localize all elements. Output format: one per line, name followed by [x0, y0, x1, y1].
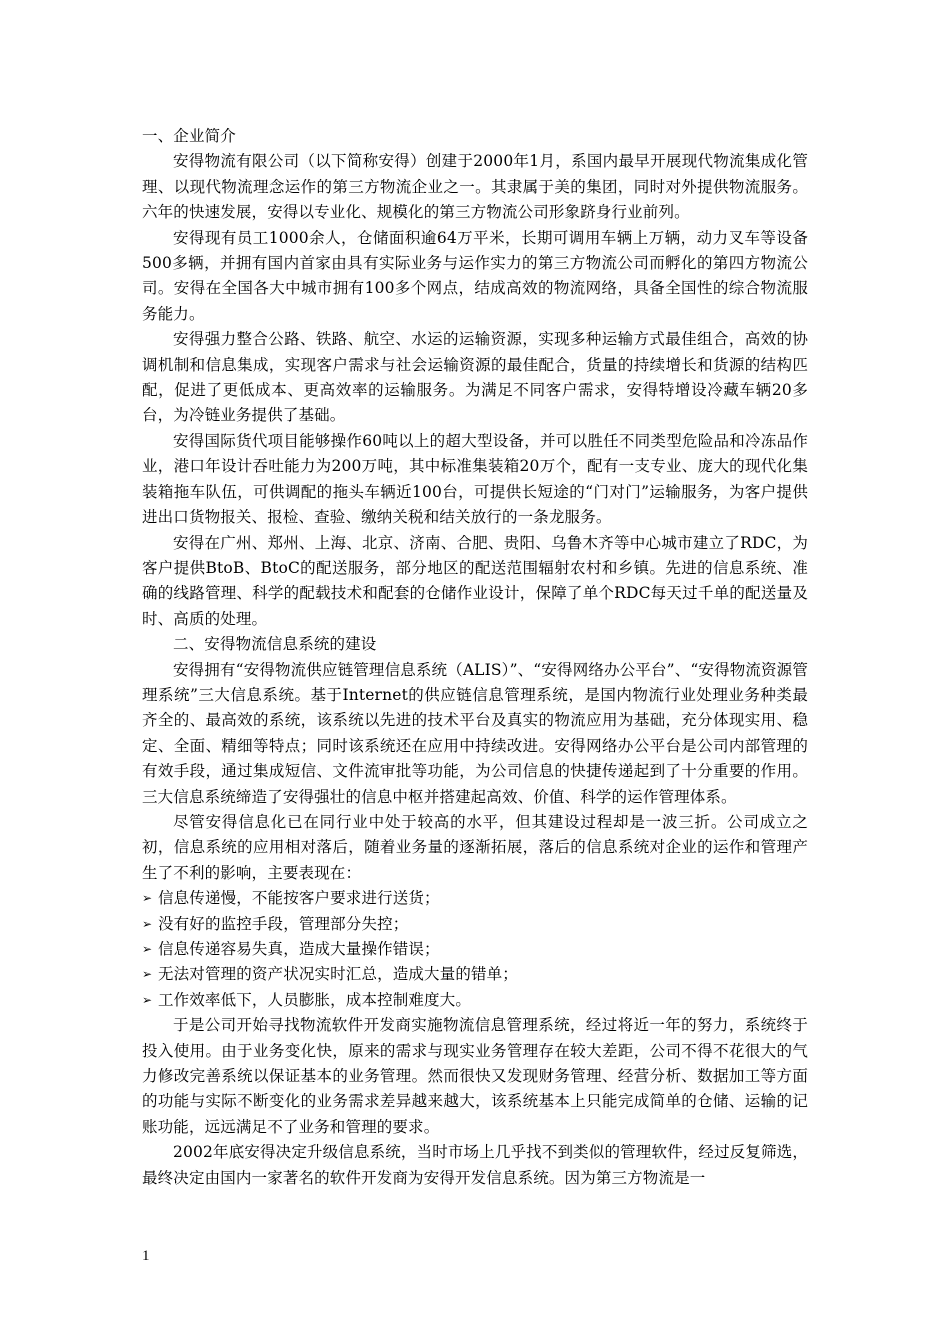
paragraph: 安得在广州、郑州、上海、北京、济南、合肥、贵阳、乌鲁木齐等中心城市建立了RDC，为客户提供BtoB、BtoC的配送服务，部分地区的配送范围辐射农村和乡镇。先进的信息系统、准确的线路管理、科学的配载技术和配套的仓储作业设计，保障了单个RDC每天过千单的配送量及时、高质的处理。: [142, 533, 808, 628]
list-item: [142, 886, 808, 911]
paragraph: 安得国际货代项目能够操作60吨以上的超大型设备，并可以胜任不同类型危险品和冷冻品作业，港口年设计吞吐能力为200万吨，其中标准集装箱20万个，配有一支专业、庞大的现代化集装箱拖车队伍，可供调配的拖头车辆近100台，可提供长短途的“门对门”运输服务，为客户提供进出口货物报关、报检、查验、缴纳关税和结关放行的一条龙服务。: [142, 431, 808, 527]
list-item: [142, 912, 808, 937]
arrow-bullet-icon: ➢: [142, 891, 153, 906]
arrow-bullet-icon: ➢: [142, 992, 153, 1007]
paragraph: 安得现有员工1000余人，仓储面积逾64万平米，长期可调用车辆上万辆，动力叉车等设备500多辆，并拥有国内首家由具有实际业务与运作实力的第三方物流公司而孵化的第四方物流公司。安得在全国各大中城市拥有100多个网点，结成高效的物流网络，具备全国性的综合物流服务能力。: [142, 228, 808, 323]
arrow-bullet-icon: ➢: [142, 942, 153, 956]
list-item-text: 没有好的监控手段，管理部分失控；: [158, 914, 409, 933]
section-heading-info-system: 二、安得物流信息系统的建设: [173, 635, 377, 654]
page-number: 1: [142, 1248, 150, 1264]
arrow-bullet-icon: ➢: [142, 916, 153, 931]
paragraph: 2002年底安得决定升级信息系统，当时市场上几乎找不到类似的管理软件，经过反复筛选，最终决定由国内一家著名的软件开发商为安得开发信息系统。因为第三方物流是一: [142, 1143, 808, 1187]
list-item-text: 工作效率低下，人员膨胀，成本控制难度大。: [158, 990, 472, 1009]
list-item-text: 无法对管理的资产状况实时汇总，造成大量的错单；: [158, 965, 518, 984]
list-item-text: 信息传递慢，不能按客户要求进行送货；: [158, 889, 440, 908]
document-body: [142, 124, 808, 1191]
paragraph: 尽管安得信息化已在同行业中处于较高的水平，但其建设过程却是一波三折。公司成立之初，信息系统的应用相对落后，随着业务量的逐渐拓展，落后的信息系统对企业的运作和管理产生了不利的影响，主要表现在：: [142, 812, 808, 882]
paragraph: 安得物流有限公司（以下简称安得）创建于2000年1月，系国内最早开展现代物流集成化管理、以现代物流理念运作的第三方物流企业之一。其隶属于美的集团，同时对外提供物流服务。六年的快速发展，安得以专业化、规模化的第三方物流公司形象跻身行业前列。: [142, 152, 808, 222]
list-item: [142, 988, 808, 1013]
paragraph: 于是公司开始寻找物流软件开发商实施物流信息管理系统，经过将近一年的努力，系统终于投入使用。由于业务变化快，原来的需求与现实业务管理存在较大差距，公司不得不花很大的气力修改完善系统以保证基本的业务管理。然而很快又发现财务管理、经营分析、数据加工等方面的功能与实际不断变化的业务需求差异越来越大，该系统基本上只能完成简单的仓储、运输的记账功能，远远满足不了业务和管理的要求。: [142, 1016, 808, 1136]
list-item: [142, 962, 808, 987]
arrow-bullet-icon: ➢: [142, 967, 153, 982]
paragraph: 安得强力整合公路、铁路、航空、水运的运输资源，实现多种运输方式最佳组合，高效的协调机制和信息集成，实现客户需求与社会运输资源的最佳配合，货量的持续增长和货源的结构匹配，促进了更低成本、更高效率的运输服务。为满足不同客户需求，安得特增设冷藏车辆20多台，为冷链业务提供了基础。: [142, 330, 808, 425]
section-heading-company-profile: 一、企业简介: [142, 127, 236, 145]
list-item-text: 信息传递容易失真，造成大量操作错误；: [158, 940, 440, 958]
list-item: [142, 937, 808, 962]
paragraph: 安得拥有“安得物流供应链管理信息系统（ALIS）”、“安得网络办公平台”、“安得物流资源管理系统”三大信息系统。基于Internet的供应链信息管理系统，是国内物流行业处理业务种类最齐全的、最高效的系统，该系统以先进的技术平台及真实的物流应用为基础，充分体现实用、稳定、全面、精细等特点；同时该系统还在应用中持续改进。安得网络办公平台是公司内部管理的有效手段，通过集成短信、文件流审批等功能，为公司信息的快捷传递起到了十分重要的作用。三大信息系统缔造了安得强壮的信息中枢并搭建起高效、价值、科学的运作管理体系。: [142, 660, 808, 806]
